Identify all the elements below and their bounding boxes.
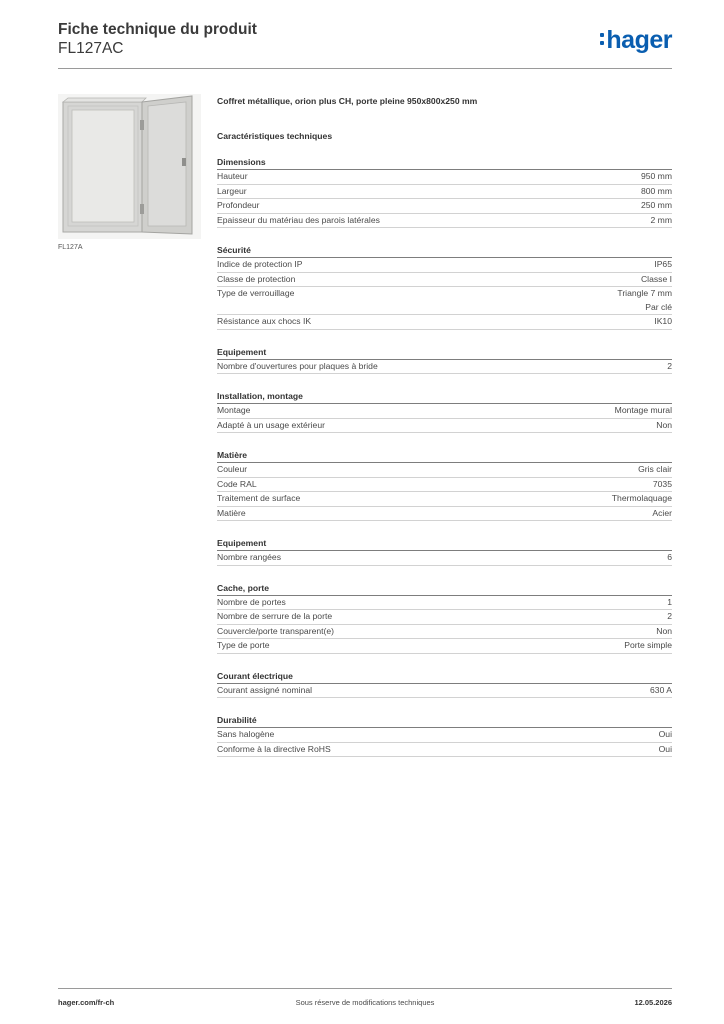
spec-row — [217, 315, 672, 330]
spec-value — [659, 728, 672, 742]
spec-value — [667, 610, 672, 624]
section-title: Durabilité — [217, 714, 672, 728]
footer-notice: Sous réserve de modifications techniques — [295, 998, 435, 1007]
spec-value — [654, 315, 672, 329]
section-title: Matière — [217, 449, 672, 463]
spec-value-line: 2 — [667, 611, 672, 621]
spec-label: Nombre de serrure de la porte — [217, 611, 333, 621]
spec-section — [217, 670, 672, 699]
spec-label: Conforme à la directive RoHS — [217, 743, 331, 754]
spec-section — [217, 582, 672, 654]
spec-content — [217, 95, 672, 757]
section-title: Cache, porte — [217, 582, 672, 596]
spec-label: Résistance aux chocs IK — [217, 316, 312, 326]
spec-value — [651, 214, 672, 228]
spec-label: Adapté à un usage extérieur — [217, 419, 325, 430]
spec-value-line: 1 — [667, 596, 672, 607]
spec-row — [217, 199, 672, 214]
spec-sections — [217, 156, 672, 757]
spec-label: Classe de protection — [217, 273, 296, 284]
spec-label: Nombre rangées — [217, 552, 282, 562]
spec-section — [217, 156, 672, 228]
spec-row — [217, 258, 672, 273]
spec-label: Nombre d'ouvertures pour plaques à bride — [217, 360, 378, 371]
specs-heading: Caractéristiques techniques — [217, 131, 333, 141]
spec-value-line: 6 — [667, 552, 672, 562]
spec-value — [659, 743, 672, 757]
spec-row — [217, 214, 672, 229]
section-title: Courant électrique — [217, 670, 672, 684]
spec-label: Couleur — [217, 464, 248, 474]
page-header — [58, 20, 672, 70]
spec-value-line: Thermolaquage — [611, 493, 672, 503]
spec-value — [667, 596, 672, 610]
footer-website-link[interactable]: hager.com/fr-ch — [58, 998, 115, 1007]
spec-value — [654, 258, 672, 272]
spec-row — [217, 625, 672, 640]
spec-label: Traitement de surface — [217, 493, 301, 503]
product-description: Coffret métallique, orion plus CH, porte pleine 950x800x250 mm — [217, 96, 478, 106]
section-title: Equipement — [217, 346, 672, 360]
spec-label: Type de verrouillage — [217, 288, 295, 298]
spec-label: Profondeur — [217, 200, 260, 210]
logo-dots-icon — [600, 31, 605, 46]
hager-logo — [600, 26, 672, 55]
spec-label: Largeur — [217, 185, 247, 196]
spec-value-line: Montage mural — [614, 405, 672, 415]
spec-row — [217, 360, 672, 375]
spec-value-line: 800 mm — [640, 185, 672, 196]
spec-row — [217, 419, 672, 434]
spec-row — [217, 404, 672, 419]
spec-value — [624, 639, 672, 653]
spec-label: Sans halogène — [217, 729, 275, 739]
spec-value — [653, 478, 672, 492]
spec-value-line: 630 A — [650, 684, 672, 695]
spec-label: Nombre de portes — [217, 596, 286, 607]
spec-value — [652, 507, 672, 521]
spec-value-line: Gris clair — [638, 464, 672, 474]
spec-value-line: IK10 — [654, 316, 672, 326]
spec-label: Hauteur — [217, 171, 248, 181]
spec-label: Type de porte — [217, 640, 270, 650]
spec-row — [217, 492, 672, 507]
header-divider — [58, 68, 672, 69]
spec-value — [667, 360, 672, 374]
spec-row — [217, 596, 672, 611]
spec-row — [217, 287, 672, 315]
spec-value — [667, 551, 672, 565]
spec-row — [217, 273, 672, 288]
spec-row — [217, 463, 672, 478]
spec-value-line: 250 mm — [640, 200, 672, 210]
spec-value-line: Non — [656, 625, 672, 636]
spec-value-line: 2 mm — [650, 214, 672, 225]
spec-value-line: Oui — [658, 743, 672, 754]
spec-value — [617, 287, 672, 314]
footer-date: 12.05.2026 — [634, 998, 672, 1007]
product-reference: FL127AC — [58, 40, 124, 57]
spec-label: Couvercle/porte transparent(e) — [217, 625, 335, 636]
spec-value-line: IP65 — [654, 259, 672, 269]
spec-value — [641, 185, 672, 199]
spec-value — [656, 625, 672, 639]
spec-value-line: Non — [656, 419, 672, 430]
spec-row — [217, 728, 672, 743]
spec-value-line: Classe I — [640, 273, 672, 284]
spec-row — [217, 639, 672, 654]
spec-row — [217, 743, 672, 758]
spec-value-line: 950 mm — [640, 171, 672, 181]
document-title: Fiche technique du produit — [58, 21, 257, 38]
footer-divider — [58, 988, 672, 989]
spec-value — [615, 404, 672, 418]
enclosure-illustration-icon — [58, 94, 201, 239]
spec-value-line: Porte simple — [624, 640, 672, 650]
spec-label: Matière — [217, 507, 246, 518]
spec-section — [217, 449, 672, 521]
spec-section — [217, 244, 672, 330]
section-title: Dimensions — [217, 156, 672, 170]
spec-row — [217, 610, 672, 625]
spec-value — [638, 463, 672, 477]
spec-value — [656, 419, 672, 433]
spec-value-line: Acier — [652, 507, 672, 518]
spec-value-line: Triangle 7 mm — [617, 288, 672, 298]
spec-section — [217, 346, 672, 375]
section-title: Sécurité — [217, 244, 672, 258]
spec-label: Courant assigné nominal — [217, 684, 313, 695]
spec-value — [641, 170, 672, 184]
spec-section — [217, 537, 672, 566]
spec-section — [217, 714, 672, 757]
spec-value-line: 7035 — [652, 478, 672, 489]
logo-text: hager — [606, 26, 672, 54]
spec-value-line: Oui — [658, 729, 672, 739]
spec-label: Montage — [217, 405, 251, 415]
spec-row — [217, 684, 672, 699]
spec-value — [612, 492, 672, 506]
spec-row — [217, 185, 672, 200]
spec-value — [641, 273, 672, 287]
spec-row — [217, 170, 672, 185]
spec-value-line: 2 — [667, 360, 672, 371]
section-title: Installation, montage — [217, 390, 672, 404]
image-caption: FL127A — [58, 244, 83, 251]
spec-section — [217, 390, 672, 433]
spec-row — [217, 551, 672, 566]
spec-row — [217, 507, 672, 522]
spec-label: Epaisseur du matériau des parois latérales — [217, 214, 380, 225]
section-title: Equipement — [217, 537, 672, 551]
spec-label: Indice de protection IP — [217, 259, 303, 269]
product-image — [58, 94, 201, 239]
spec-value — [650, 684, 672, 698]
spec-value — [641, 199, 672, 213]
spec-value-line: Par clé — [645, 301, 672, 312]
spec-label: Code RAL — [217, 478, 257, 489]
spec-row — [217, 478, 672, 493]
